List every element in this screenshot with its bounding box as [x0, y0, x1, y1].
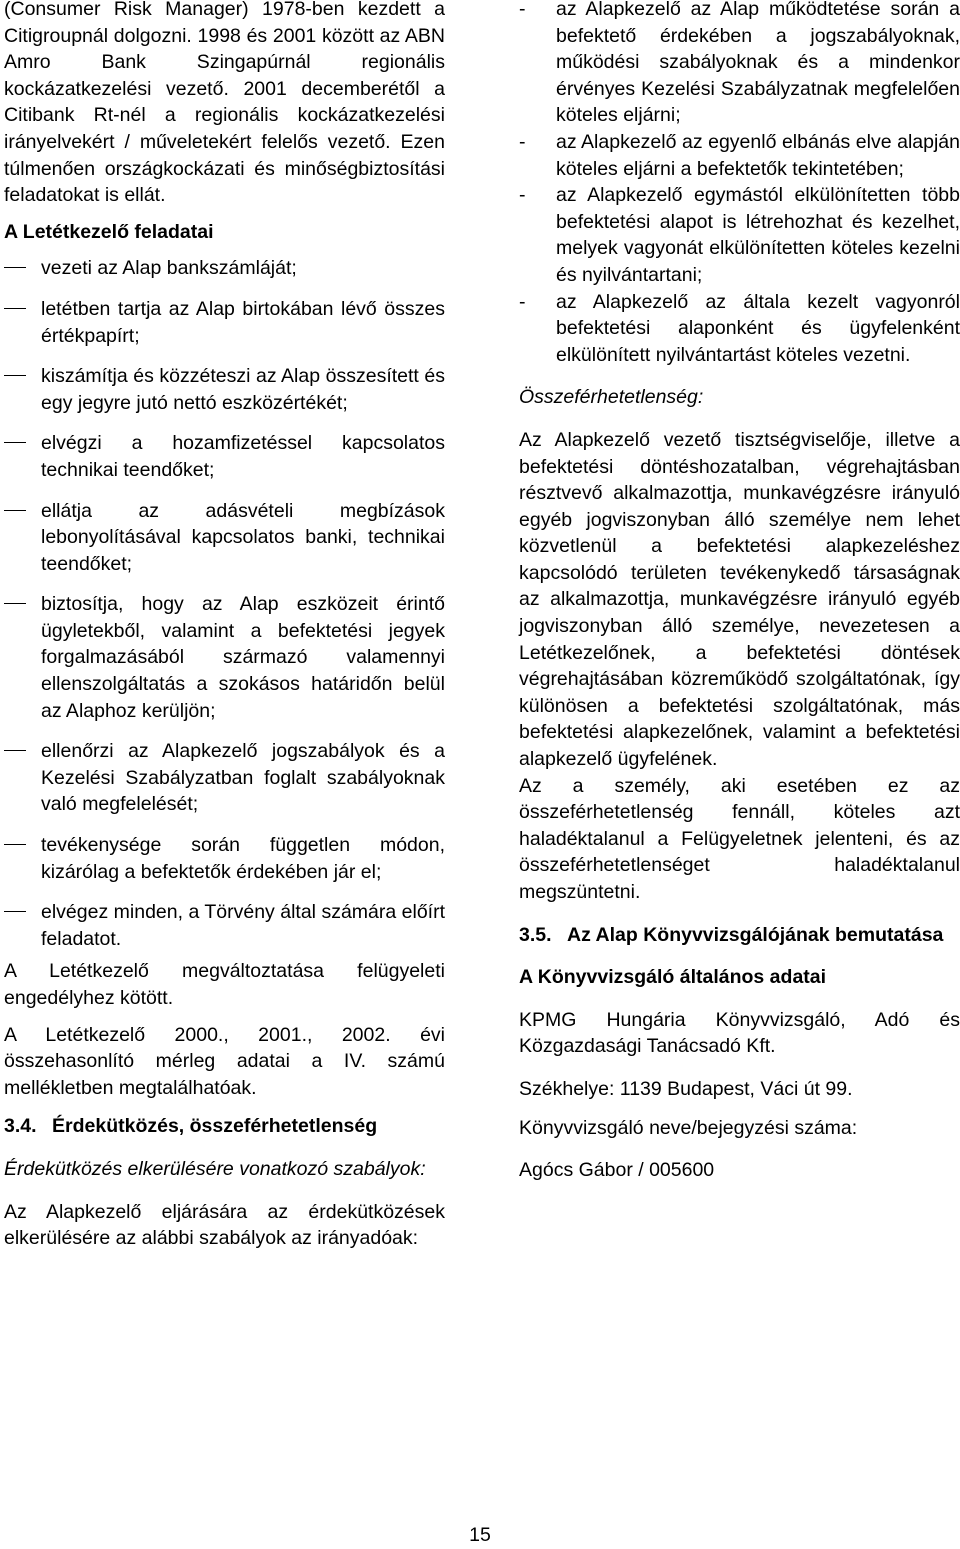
- dash-marker: [4, 308, 26, 309]
- page-number: 15: [469, 1524, 491, 1546]
- hyphen-marker: -: [519, 0, 526, 20]
- right-column: [519, 0, 960, 1184]
- section-heading-3-4: [4, 1113, 445, 1140]
- list-item: kiszámítja és közzéteszi az Alap összesített és egy jegyre jutó nettó eszközértékét;: [4, 363, 445, 416]
- list-item: ellenőrzi az Alapkezelő jogszabályok és a Kezelési Szabályzatban foglalt szabályoknak való megfelelését;: [4, 738, 445, 818]
- list-item: elvégez minden, a Törvény által számára előírt feladatot.: [4, 899, 445, 952]
- dash-marker: [4, 375, 26, 376]
- left-column: [4, 0, 445, 1252]
- hyphen-marker: -: [519, 184, 526, 207]
- list-item: - az Alapkezelő egymástól elkülönítetten több befektetési alapot is létrehozhat és kezelhet, melyek vagyonát elkülönítetten köteles kezelni és nyilvántartani;: [519, 184, 960, 286]
- list-item: - az Alapkezelő az Alap működtetése során a befektető érdekében a jogszabályoknak, működési szabályoknak és a mindenkor érvényes Kezelési Szabályzatnak megfelelően köteles eljárni;: [519, 0, 960, 129]
- list-item: tevékenysége során független módon, kizárólag a befektetők érdekében jár el;: [4, 832, 445, 885]
- incompatibility-text: Az Alapkezelő vezető tisztségviselője, illetve a befektetési döntéshozatalban, végrehajtásban résztvevő alkalmazottja, munkavégzésre irányuló egyéb jogviszonyban álló személye nem lehet közvetlenül a befektetési alapkezeléshez kapcsolódó területen tevékenykedő társaságnak az alkalmazottja, munkavégzésre irányuló egyéb jogviszonyban álló személye, nevezetesen a Letétkezelőnek, a befektetési döntések végrehajtásában közreműködő szolgáltatónak, így különösen a befektetési szolgáltatónak, más befektetési alapkezelőnek, valamint a befektetési alapkezelő ügyfelének.: [519, 428, 960, 771]
- dash-marker: [4, 750, 26, 751]
- incompatibility-report: Az a személy, aki esetében ez az összeférhetetlenség fennáll, köteles azt haladéktalanul a Felügyeletnek jelenteni, és az összeférhetetlenséget haladéktalanul megszüntetni.: [519, 774, 960, 903]
- auditor-person: Agócs Gábor / 005600: [519, 1159, 715, 1182]
- manager-bio: (Consumer Risk Manager) 1978-ben kezdett a Citigroupnál dolgozni. 1998 és 2001 között az ABN Amro Bank Szingapúrnál regionális kockázatkezelési vezető. 2001 decemberétől a Citibank Rt-nél a regionális kockázatkezelési irányelvekért / műveletekért felelős vezető. Ezen túlmenően országkockázati és minőségbiztosítási feladatokat is ellát.: [4, 0, 445, 207]
- auditor-name: KPMG Hungária Könyvvizsgáló, Adó és Közgazdasági Tanácsadó Kft.: [519, 1008, 960, 1058]
- custodian-change-approval: A Letétkezelő megváltoztatása felügyeleti engedélyhez kötött.: [4, 960, 445, 1009]
- dash-marker: [4, 911, 26, 912]
- list-item: - az Alapkezelő az egyenlő elbánás elve alapján köteles eljárni a befektetők tekintetében;: [519, 130, 960, 180]
- dash-marker: [4, 442, 26, 443]
- list-item: elvégzi a hozamfizetéssel kapcsolatos technikai teendőket;: [4, 430, 445, 483]
- conflict-rules-list: [519, 0, 960, 368]
- dash-marker: [4, 603, 26, 604]
- dash-marker: [4, 510, 26, 511]
- list-item: vezeti az Alap bankszámláját;: [4, 255, 445, 282]
- conflict-rules-heading: Érdekütközés elkerülésére vonatkozó szabályok:: [4, 1157, 426, 1180]
- auditor-seat: Székhelye: 1139 Budapest, Váci út 99.: [519, 1077, 853, 1100]
- section-number: 3.5.: [519, 923, 552, 946]
- section-title: Érdekütközés, összeférhetetlenség: [52, 1115, 378, 1138]
- section-title: Az Alap Könyvvizsgálójának bemutatása: [567, 923, 944, 946]
- list-item: ellátja az adásvételi megbízások lebonyolításával kapcsolatos banki, technikai teendőket;: [4, 498, 445, 578]
- auditor-general-heading: A Könyvvizsgáló általános adatai: [519, 966, 827, 989]
- hyphen-marker: -: [519, 290, 526, 313]
- list-item: - az Alapkezelő az általa kezelt vagyonról befektetési alaponként és ügyfelenként elkülönített nyilvántartást köteles vezetni.: [519, 290, 960, 366]
- custodian-duties-heading: A Letétkezelő feladatai: [4, 220, 214, 243]
- custodian-duties-list: [4, 255, 445, 952]
- conflict-rules-intro: Az Alapkezelő eljárására az érdekütközések elkerülésére az alábbi szabályok az irányadóak:: [4, 1200, 445, 1250]
- list-item: letétben tartja az Alap birtokában lévő összes értékpapírt;: [4, 296, 445, 349]
- custodian-balance-sheet-note: A Letétkezelő 2000., 2001., 2002. évi összehasonlító mérleg adatai a IV. számú mellékletben megtalálhatóak.: [4, 1023, 445, 1099]
- section-heading-3-5: [519, 922, 960, 949]
- hyphen-marker: -: [519, 130, 526, 153]
- list-item: biztosítja, hogy az Alap eszközeit érintő ügyletekből, valamint a befektetési jegyek forgalmazásából származó valamennyi ellenszolgáltatás a szokásos határidőn belül az Alaphoz kerüljön;: [4, 591, 445, 724]
- section-number: 3.4.: [4, 1115, 37, 1138]
- dash-marker: [4, 844, 26, 845]
- auditor-person-label: Könyvvizsgáló neve/bejegyzési száma:: [519, 1116, 858, 1139]
- dash-marker: [4, 267, 26, 268]
- incompatibility-heading: Összeférhetetlenség:: [519, 386, 704, 409]
